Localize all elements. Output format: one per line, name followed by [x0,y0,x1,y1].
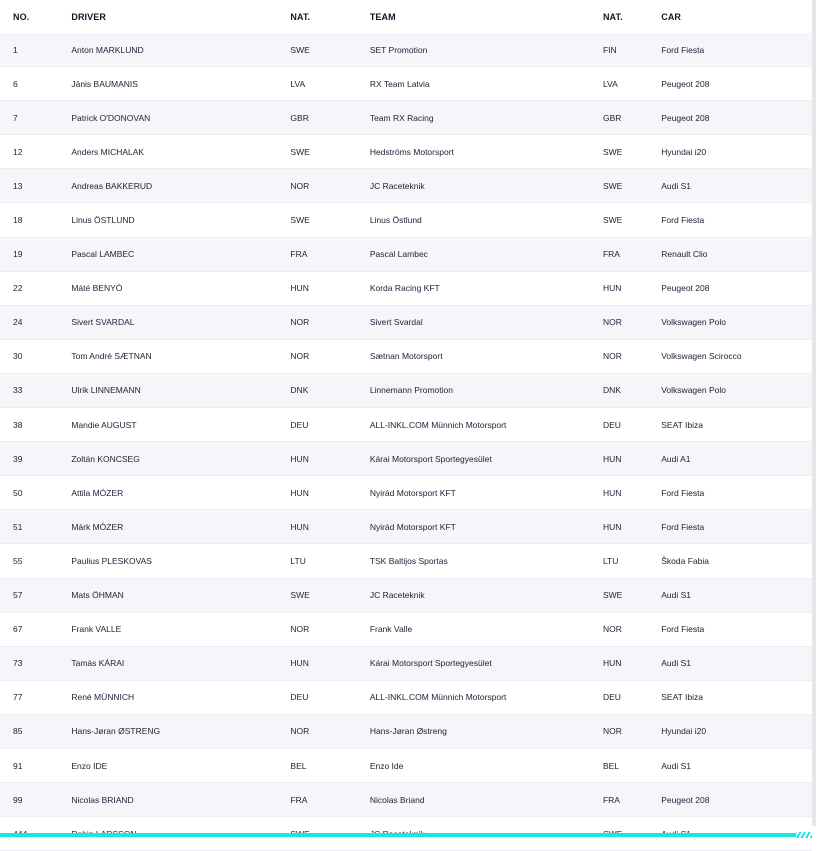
cell-team: Nyirád Motorsport KFT [370,510,603,544]
cell-team: Hans-Jøran Østreng [370,714,603,748]
cell-team-nationality: NOR [603,714,661,748]
cell-car: Ford Fiesta [661,33,812,67]
cell-driver: Paulius PLESKOVAS [71,544,290,578]
cell-driver-nationality: NOR [290,169,369,203]
cell-number: 12 [0,135,71,169]
cell-team-nationality: LVA [603,67,661,101]
cell-driver: Attila MÓZER [71,476,290,510]
cell-driver: Tamás KÁRAI [71,646,290,680]
table-row [0,510,812,544]
cell-number: 50 [0,476,71,510]
cell-team: Sætnan Motorsport [370,339,603,373]
cell-team: Enzo Ide [370,748,603,782]
cell-driver: Hans-Jøran ØSTRENG [71,714,290,748]
cell-team-nationality: SWE [603,169,661,203]
cell-team-nationality: DNK [603,373,661,407]
cell-team: Team RX Racing [370,101,603,135]
cell-team-nationality: BEL [603,748,661,782]
cell-car: Renault Clio [661,237,812,271]
cell-driver: Sivert SVARDAL [71,305,290,339]
cell-driver-nationality: LVA [290,67,369,101]
table-row [0,408,812,442]
cell-car: Volkswagen Polo [661,373,812,407]
cell-car: Audi S1 [661,748,812,782]
scrollbar[interactable] [812,0,816,826]
cell-team-nationality: HUN [603,442,661,476]
cell-team-nationality: FRA [603,783,661,817]
cell-driver-nationality: DNK [290,373,369,407]
cell-driver-nationality: NOR [290,612,369,646]
cell-driver-nationality: NOR [290,339,369,373]
cell-driver: Márk MÓZER [71,510,290,544]
cell-team-nationality: HUN [603,271,661,305]
table-row [0,714,812,748]
cell-driver-nationality: HUN [290,646,369,680]
cell-team-nationality: DEU [603,408,661,442]
cell-team: TSK Baltijos Sportas [370,544,603,578]
cell-car: Peugeot 208 [661,271,812,305]
cell-driver-nationality: HUN [290,442,369,476]
cell-team: Kárai Motorsport Sportegyesület [370,442,603,476]
cell-number: 77 [0,680,71,714]
cell-number: 51 [0,510,71,544]
cell-number: 57 [0,578,71,612]
cell-number: 13 [0,169,71,203]
table-row [0,169,812,203]
table-row [0,67,812,101]
footer-stripes [796,832,812,838]
cell-number: 24 [0,305,71,339]
cell-driver-nationality: SWE [290,203,369,237]
cell-number: 99 [0,783,71,817]
cell-team: Frank Valle [370,612,603,646]
cell-car: Škoda Fabia [661,544,812,578]
cell-car: Audi S1 [661,646,812,680]
table-row [0,373,812,407]
header-driver-nationality: NAT. [290,0,369,33]
cell-team-nationality: SWE [603,578,661,612]
cell-number: 38 [0,408,71,442]
cell-number: 7 [0,101,71,135]
cell-driver-nationality: HUN [290,476,369,510]
header-car: CAR [661,0,812,33]
table-row [0,476,812,510]
table-row [0,237,812,271]
cell-number: 55 [0,544,71,578]
cell-number: 73 [0,646,71,680]
cell-car: SEAT Ibiza [661,408,812,442]
cell-team: ALL-INKL.COM Münnich Motorsport [370,680,603,714]
table-row [0,544,812,578]
table-row [0,578,812,612]
cell-team-nationality: LTU [603,544,661,578]
table-header-row [0,0,812,33]
table-row [0,612,812,646]
cell-car: Peugeot 208 [661,67,812,101]
table-row [0,783,812,817]
table-body [0,33,812,851]
cell-driver: Anders MICHALAK [71,135,290,169]
table-row [0,305,812,339]
table-row [0,135,812,169]
cell-car: Audi S1 [661,169,812,203]
cell-team: Kárai Motorsport Sportegyesület [370,646,603,680]
cell-car: Peugeot 208 [661,783,812,817]
cell-team-nationality: HUN [603,476,661,510]
cell-team: RX Team Latvia [370,67,603,101]
cell-driver: Mandie AUGUST [71,408,290,442]
table-row [0,33,812,67]
footer-accent-bar [0,833,812,837]
cell-number: 67 [0,612,71,646]
cell-driver: Anton MARKLUND [71,33,290,67]
cell-driver-nationality: BEL [290,748,369,782]
cell-team-nationality: NOR [603,339,661,373]
cell-number: 1 [0,33,71,67]
header-driver: DRIVER [71,0,290,33]
cell-team: Korda Racing KFT [370,271,603,305]
cell-car: Volkswagen Scirocco [661,339,812,373]
table-row [0,339,812,373]
cell-driver-nationality: NOR [290,714,369,748]
cell-number: 22 [0,271,71,305]
cell-driver-nationality: NOR [290,305,369,339]
cell-driver-nationality: HUN [290,271,369,305]
cell-team: Pascal Lambec [370,237,603,271]
cell-team-nationality: NOR [603,612,661,646]
cell-team-nationality: HUN [603,510,661,544]
cell-driver-nationality: HUN [290,510,369,544]
cell-driver: Tom André SÆTNAN [71,339,290,373]
cell-number: 33 [0,373,71,407]
cell-team-nationality: FRA [603,237,661,271]
cell-driver: Jānis BAUMANIS [71,67,290,101]
cell-team-nationality: SWE [603,135,661,169]
cell-number: 30 [0,339,71,373]
header-number: NO. [0,0,71,33]
cell-number: 91 [0,748,71,782]
cell-driver: Zoltán KONCSEG [71,442,290,476]
cell-car: Audi A1 [661,442,812,476]
cell-team: Linus Östlund [370,203,603,237]
cell-car: SEAT Ibiza [661,680,812,714]
cell-team-nationality: HUN [603,646,661,680]
cell-team-nationality: SWE [603,203,661,237]
cell-team-nationality: DEU [603,680,661,714]
table-row [0,203,812,237]
table-row [0,748,812,782]
cell-driver: Pascal LAMBEC [71,237,290,271]
cell-driver: Andreas BAKKERUD [71,169,290,203]
cell-driver: René MÜNNICH [71,680,290,714]
table-row [0,646,812,680]
cell-team: Sivert Svardal [370,305,603,339]
cell-car: Hyundai i20 [661,135,812,169]
cell-number: 18 [0,203,71,237]
cell-driver-nationality: FRA [290,783,369,817]
cell-driver-nationality: LTU [290,544,369,578]
cell-driver-nationality: SWE [290,33,369,67]
cell-driver-nationality: GBR [290,101,369,135]
cell-driver: Mats ÖHMAN [71,578,290,612]
header-team: TEAM [370,0,603,33]
cell-driver: Patrick O'DONOVAN [71,101,290,135]
cell-driver-nationality: SWE [290,135,369,169]
cell-car: Volkswagen Polo [661,305,812,339]
cell-car: Ford Fiesta [661,203,812,237]
header-team-nationality: NAT. [603,0,661,33]
cell-driver: Nicolas BRIAND [71,783,290,817]
cell-driver-nationality: SWE [290,578,369,612]
cell-team: JC Raceteknik [370,578,603,612]
cell-driver-nationality: DEU [290,408,369,442]
cell-car: Peugeot 208 [661,101,812,135]
cell-driver: Máté BENYÓ [71,271,290,305]
cell-team: Hedströms Motorsport [370,135,603,169]
table-row [0,442,812,476]
cell-team: Nicolas Briand [370,783,603,817]
cell-car: Ford Fiesta [661,510,812,544]
cell-driver: Enzo IDE [71,748,290,782]
cell-number: 85 [0,714,71,748]
cell-team-nationality: NOR [603,305,661,339]
cell-car: Hyundai i20 [661,714,812,748]
cell-number: 39 [0,442,71,476]
cell-number: 6 [0,67,71,101]
cell-team: SET Promotion [370,33,603,67]
cell-driver-nationality: DEU [290,680,369,714]
cell-car: Ford Fiesta [661,612,812,646]
cell-number: 19 [0,237,71,271]
cell-team: ALL-INKL.COM Münnich Motorsport [370,408,603,442]
cell-driver: Linus ÖSTLUND [71,203,290,237]
table-row [0,680,812,714]
cell-driver: Frank VALLE [71,612,290,646]
cell-team: JC Raceteknik [370,169,603,203]
cell-driver-nationality: FRA [290,237,369,271]
cell-team-nationality: GBR [603,101,661,135]
cell-team-nationality: FIN [603,33,661,67]
table-row [0,101,812,135]
table-row [0,271,812,305]
cell-team: Linnemann Promotion [370,373,603,407]
cell-car: Ford Fiesta [661,476,812,510]
cell-driver: Ulrik LINNEMANN [71,373,290,407]
cell-car: Audi S1 [661,578,812,612]
cell-team: Nyirád Motorsport KFT [370,476,603,510]
